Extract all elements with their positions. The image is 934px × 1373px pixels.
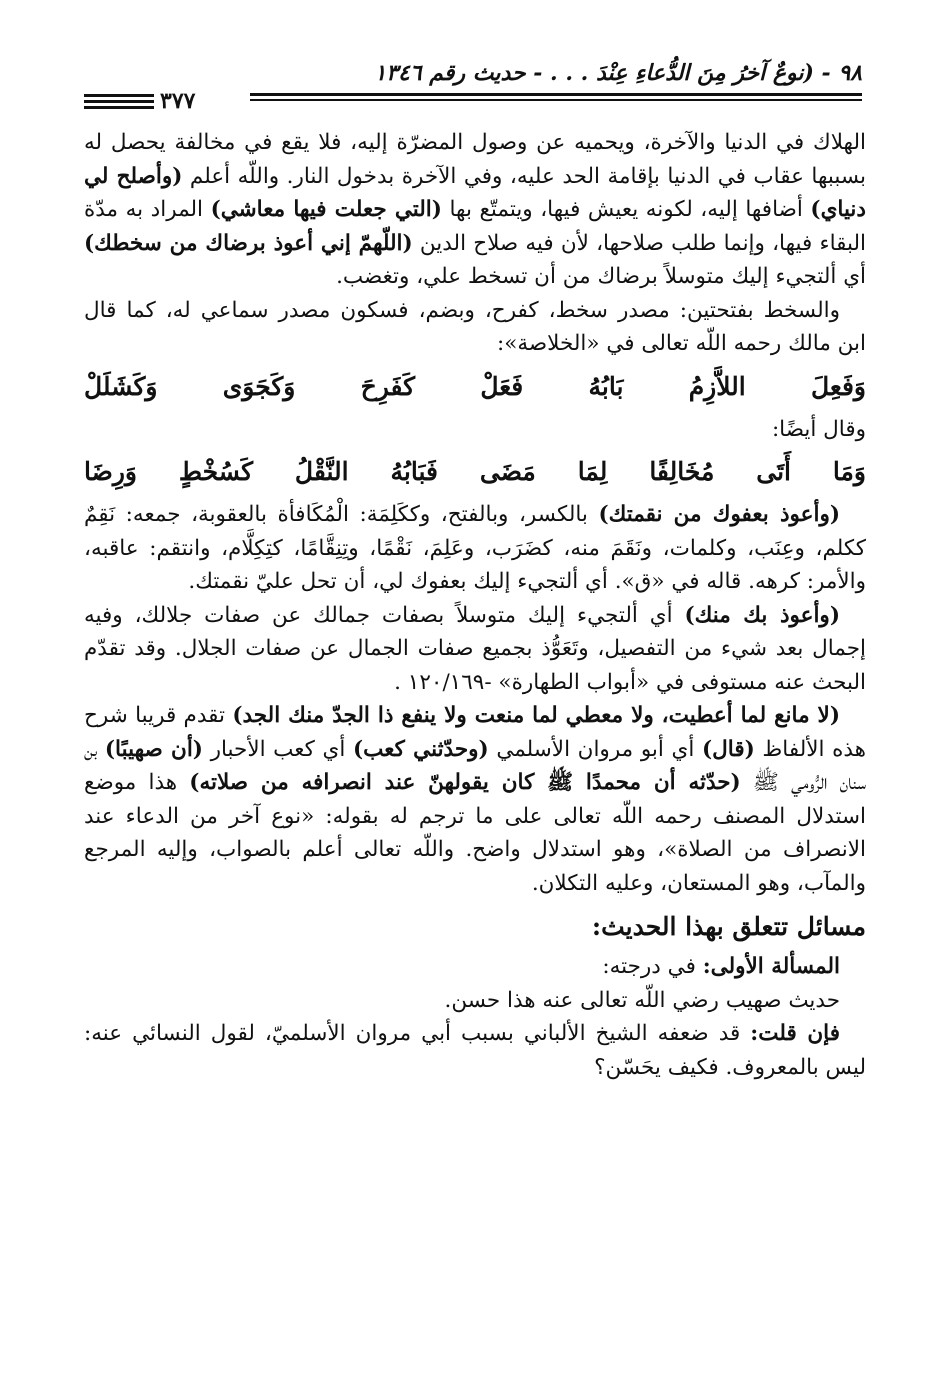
paragraph-6 [84, 699, 866, 900]
poetry-verse-2: وَمَا أَتَى مُخَالِفًا لِمَا مَضَى فَبَابُهُ النَّقْلُ كَسُخْطٍ وَرِضَا [84, 457, 866, 486]
header-rule [250, 93, 862, 96]
quoted-hadith-text: (التي جعلت فيها معاشي) [210, 197, 442, 222]
page-number-rule [84, 94, 154, 97]
quoted-hadith-text: (حدّثه أن محمدًا ﷺ كان يقولهنّ عند انصرافه من صلاته) [189, 770, 741, 795]
paragraph-9 [84, 1017, 866, 1084]
text: قد ضعفه الشيخ الألباني بسبب أبي مروان الأسلميّ، لقول النسائي عنه: ليس بالمعروف. فكيف يحَسّن؟ [84, 1021, 866, 1080]
section-heading: مسائل تتعلق بهذا الحديث: [591, 912, 866, 941]
paragraph-4 [84, 498, 866, 599]
text: المراد به مدّة البقاء فيها، وإنما طلب صلاحها، لأن فيه صلاح الدين [84, 197, 867, 256]
paragraph-5 [84, 599, 866, 700]
text: أي ألتجيء إليك متوسلاً بصفات جمالك عن صفات جلالك، وفيه إجمال بعد شيء من التفصيل، وتَعَوُّذ بجميع صفات الجمال عن صفات الجلال. وقد تقدّم البحث عنه مستوفى في «أبواب الطهارة» -١٢٠/١٦٩ . [84, 602, 866, 695]
paragraph-3: وقال أيضًا: [771, 416, 866, 442]
text: الهلاك في الدنيا والآخرة، ويحميه عن وصول المضرّة إليه، فلا يقع في مخالفة يحصل له بسببها عقاب في الدنيا بإقامة الحد عليه، وفي الآخرة بدخول النار. واللّه أعلم [84, 130, 866, 189]
paragraph-1 [84, 126, 866, 294]
quoted-hadith-text: (لا مانع لما أعطيت، ولا معطي لما منعت ولا ينفع ذا الجدّ منك الجد) [232, 703, 840, 728]
paragraph-2: والسخط بفتحتين: مصدر سخط، كفرح، وبضم، فسكون مصدر سماعي له، كما قال ابن مالك رحمه اللّه تعالى في «الخلاصة»: [84, 297, 866, 356]
text: أي كعب الأحبار [202, 736, 353, 762]
text: في درجته: [602, 954, 703, 979]
text: بن سنان الرُّومي ﷺ [84, 736, 866, 795]
quoted-hadith-text: (وأصلح لي دنياي) [84, 163, 866, 222]
quoted-hadith-text: (وأعوذ بعفوك من نقمتك) [598, 502, 840, 527]
quoted-hadith-text: (وحدّثني كعب) [352, 736, 489, 762]
header-title: ٩٨ - (نوعٌ آخرُ مِنَ الدُّعاءِ عِنْدَ . . . - حديث رقم ١٣٤٦ [374, 60, 862, 86]
page-body [84, 126, 866, 1084]
paragraph-7 [84, 950, 866, 984]
text: أضافها إليه، لكونه يعيش فيها، ويتمتّع بها [441, 197, 811, 222]
text: تقدم قريبا شرح هذه الألفاظ [84, 703, 867, 762]
page-number: ٣٧٧ [160, 88, 196, 114]
text: هذا موضع استدلال المصنف رحمه اللّه تعالى على ما ترجم له بقوله: «نوع آخر من الدعاء عند الانصراف من الصلاة»، وهو استدلال واضح. واللّه تعالى أعلم بالصواب، وإليه المرجع والمآب، وهو المستعان، وعليه التكلان. [84, 770, 866, 896]
quoted-hadith-text: (اللّهمّ إني أعوذ برضاك من سخطك) [84, 230, 413, 256]
paragraph-8: حديث صهيب رضي اللّه تعالى عنه هذا حسن. [444, 987, 840, 1013]
objection-label: فإن قلت: [750, 1021, 841, 1046]
page-number-box [84, 88, 244, 112]
page-number-rule [84, 106, 154, 109]
poetry-verse-1: وَفَعِلَ اللاَّزِمُ بَابُهُ فَعَلْ كَفَرِحَ وَكَجَوَى وَكَشَلَلْ [84, 371, 866, 401]
page-number-rule [84, 100, 154, 103]
quoted-hadith-text: (وأعوذ بك منك) [684, 602, 840, 628]
quoted-hadith-text: (قال) [701, 736, 755, 762]
text: أي ألتجيء إليك متوسلاً برضاك من أن تسخط علي، وتغضب. [336, 264, 866, 289]
text: بالكسر، وبالفتح، وككَلِمَة: الْمُكَافأة بالعقوبة، جمعه: نَقِمٌ ككلم، وعِنَب، وكلمات، ونَقَمَ منه، كضَرَب، وعَلِمَ، نَقْمًا، وتِنِقَّامًا، كتِكِلَّام، وانتقم: عاقبه، والأمر: كرهه. قاله في «ق». أي ألتجيء إليك بعفوك لي، أن تحل عليّ نقمتك. [84, 502, 866, 594]
text: أي أبو مروان الأسلمي [488, 736, 702, 762]
header-rule-thin [250, 99, 862, 101]
quoted-hadith-text: (أن صهيبًا) [104, 736, 203, 762]
issue-label: المسألة الأولى: [702, 954, 840, 979]
